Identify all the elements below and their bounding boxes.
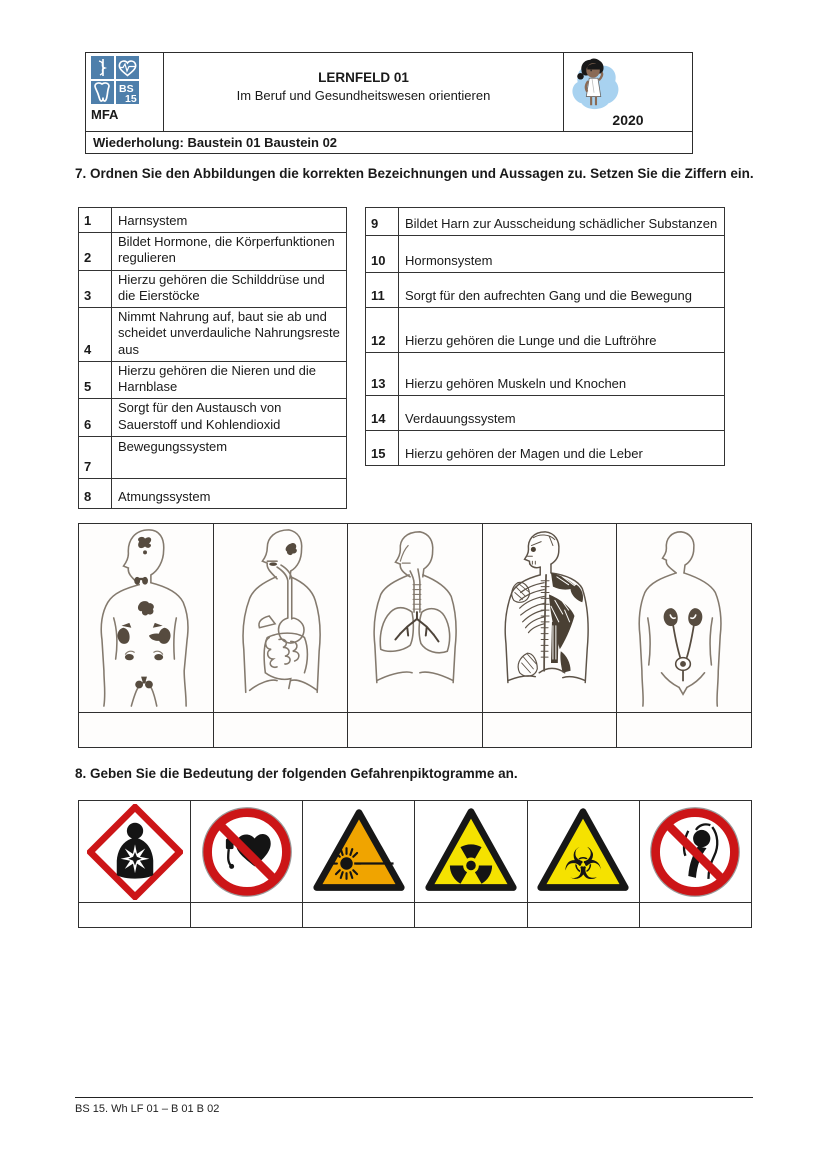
- header: [85, 52, 693, 154]
- figure-answer-cell: [213, 713, 348, 748]
- header-title-cell: [164, 53, 563, 131]
- figure-cell: [213, 524, 348, 713]
- hazard-pictogram-table: [78, 800, 752, 928]
- table-row: 13 Hierzu gehören Muskeln und Knochen: [366, 353, 725, 396]
- pictogram-answer-cell: [79, 903, 191, 928]
- question7-prompt: 7. Ordnen Sie den Abbildungen die korrekten Bezeichnungen und Aussagen zu. Setzen Sie die Ziffern ein.: [75, 166, 754, 181]
- table-row: 12 Hierzu gehören die Lunge und die Luftröhre: [366, 308, 725, 353]
- pictogram-answer-cell: [527, 903, 639, 928]
- figure-answer-cell: [482, 713, 617, 748]
- table-row: 2 Bildet Hormone, die Körperfunktionen regulieren: [79, 233, 347, 271]
- table-row: 6 Sorgt für den Austausch von Sauerstoff und Kohlendioxid: [79, 399, 347, 437]
- question7-right-table: [365, 207, 725, 466]
- table-row: 7 Bewegungssystem: [79, 436, 347, 478]
- figure-cell: [348, 524, 483, 713]
- table-row: 11 Sorgt für den aufrechten Gang und die Bewegung: [366, 273, 725, 308]
- no-pacemaker-prohibition-sign: [199, 804, 295, 900]
- pictogram-cell: [639, 801, 751, 903]
- digestive-system-figure: [214, 524, 346, 708]
- urinary-system-figure: [618, 524, 750, 708]
- figure-cell: [482, 524, 617, 713]
- table-row: 10 Hormonsystem: [366, 236, 725, 273]
- pictogram-cell: [527, 801, 639, 903]
- table-row: 5 Hierzu gehören die Nieren und die Harnblase: [79, 361, 347, 399]
- table-row: 1 Harnsystem: [79, 208, 347, 233]
- logo-bs-text: BS: [119, 83, 134, 95]
- biohazard-warning-sign: [533, 804, 633, 900]
- pictogram-answer-cell: [191, 903, 303, 928]
- pictogram-cell: [415, 801, 527, 903]
- pictogram-answer-cell: [303, 903, 415, 928]
- table-row: 3 Hierzu gehören die Schilddrüse und die Eierstöcke: [79, 270, 347, 308]
- table-row: 14 Verdauungssystem: [366, 396, 725, 431]
- figure-answer-cell: [617, 713, 752, 748]
- endocrine-system-figure: [80, 524, 212, 708]
- footer-text: BS 15. Wh LF 01 – B 01 B 02: [75, 1103, 220, 1115]
- respiratory-system-figure: [349, 524, 481, 708]
- footer-divider: [75, 1097, 753, 1098]
- question8-prompt: 8. Geben Sie die Bedeutung der folgenden Gefahrenpiktogramme an.: [75, 766, 518, 781]
- school-logo: [86, 53, 164, 131]
- logo-15-text: 15: [125, 93, 137, 105]
- radioactive-warning-sign: [421, 804, 521, 900]
- ghs-health-hazard-pictogram: [87, 804, 183, 900]
- question7-left-table: [78, 207, 347, 509]
- figure-cell: [79, 524, 214, 713]
- table-row: 9 Bildet Harn zur Ausscheidung schädlicher Substanzen: [366, 208, 725, 236]
- header-year-cell: [563, 53, 692, 131]
- pictogram-answer-cell: [415, 903, 527, 928]
- subheader-row: Wiederholung: Baustein 01 Baustein 02: [86, 131, 692, 153]
- biohazard-icon: ☣: [563, 838, 603, 890]
- figure-answer-cell: [79, 713, 214, 748]
- anatomy-figures-table: [78, 523, 752, 748]
- pictogram-cell: [79, 801, 191, 903]
- pictogram-cell: [303, 801, 415, 903]
- table-row: 15 Hierzu gehören der Magen und die Leber: [366, 431, 725, 466]
- bs15-logo-icon: [91, 56, 141, 106]
- header-main-row: [86, 53, 692, 131]
- logo-label: MFA: [91, 107, 119, 122]
- table-row: 4 Nimmt Nahrung auf, baut sie ab und scheidet unverdauliche Nahrungsreste aus: [79, 308, 347, 362]
- table-row: 8 Atmungssystem: [79, 478, 347, 508]
- figure-cell: [617, 524, 752, 713]
- pictogram-cell: [191, 801, 303, 903]
- page-title: LERNFELD 01: [318, 70, 409, 85]
- musculoskeletal-system-figure: [484, 524, 616, 708]
- page-subtitle: Im Beruf und Gesundheitswesen orientieren: [236, 88, 491, 103]
- pictogram-answer-cell: [639, 903, 751, 928]
- nurse-cartoon-icon: [564, 56, 626, 112]
- year-label: 2020: [612, 112, 644, 128]
- no-metal-implants-prohibition-sign: [647, 804, 743, 900]
- figure-answer-cell: [348, 713, 483, 748]
- laser-warning-sign: [309, 804, 409, 900]
